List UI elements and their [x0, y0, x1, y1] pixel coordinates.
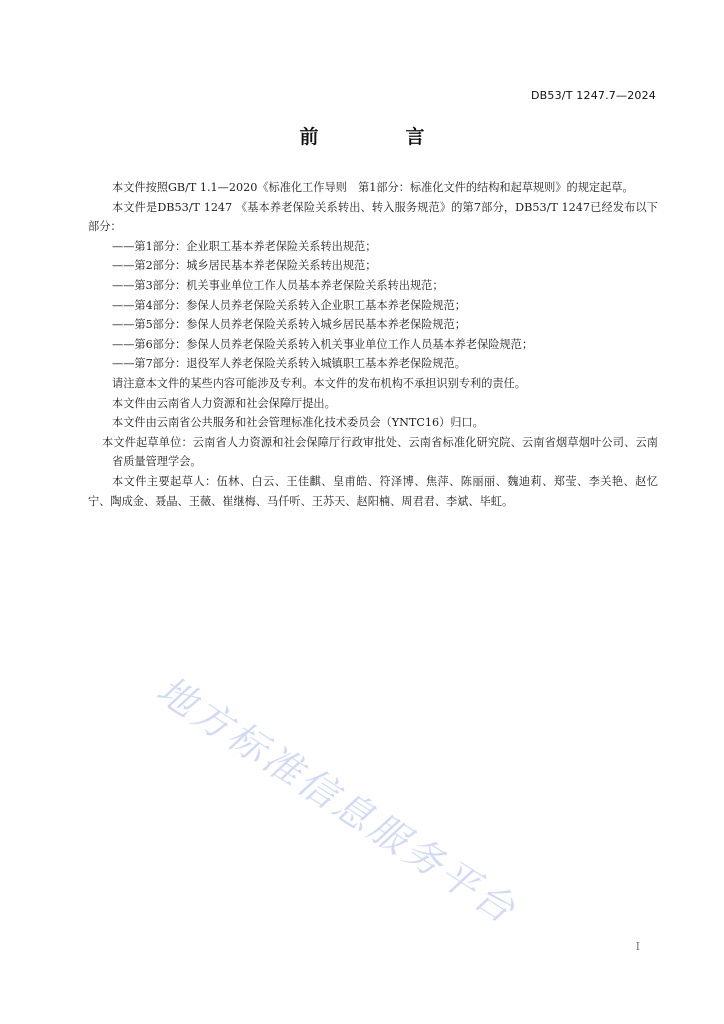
page-number: I	[635, 940, 640, 953]
paragraph-patent-notice: 请注意本文件的某些内容可能涉及专利。本文件的发布机构不承担识别专利的责任。	[112, 376, 526, 390]
list-item: ——第4部分：参保人员养老保险关系转入企业职工基本养老保险规范；	[112, 298, 466, 312]
paragraph-drafting-units: 本文件起草单位：云南省人力资源和社会保障厅行政审批处、云南省标准化研究院、云南省烟草烟叶公司、云南省质量管理学会。	[102, 435, 658, 469]
list-item: ——第2部分：城乡居民基本养老保险关系转出规范；	[112, 259, 377, 273]
paragraph-proposer: 本文件由云南省人力资源和社会保障厅提出。	[112, 396, 336, 410]
watermark: 地方标准信息服务平台	[149, 667, 526, 934]
page-title: 前 言	[299, 126, 459, 148]
list-item: ——第7部分：退役军人养老保险关系转入城镇职工基本养老保险规范。	[112, 357, 466, 371]
paragraph-drafters: 本文件主要起草人：伍林、白云、王佳麒、皇甫皓、符泽博、焦萍、陈丽丽、魏迪莉、郑莹、李关艳、赵忆宁、陶成金、聂晶、王薇、崔继梅、马仟听、王苏天、赵阳楠、周君君、李斌、毕虹。	[88, 474, 658, 508]
list-item: ——第5部分：参保人员养老保险关系转入城乡居民基本养老保险规范；	[112, 318, 466, 332]
list-item: ——第6部分：参保人员养老保险关系转入机关事业单位工作人员基本养老保险规范；	[112, 337, 534, 351]
list-item: ——第3部分：机关事业单位工作人员基本养老保险关系转出规范；	[112, 278, 444, 292]
foreword-body	[88, 178, 658, 511]
document-code: DB53/T 1247.7—2024	[530, 89, 656, 102]
list-item: ——第1部分：企业职工基本养老保险关系转出规范；	[112, 239, 377, 253]
paragraph-series-intro: 本文件是DB53/T 1247 《基本养老保险关系转出、转入服务规范》的第7部分，DB53/T 1247已经发布以下部分：	[88, 200, 658, 234]
paragraph-committee: 本文件由云南省公共服务和社会管理标准化技术委员会（YNTC16）归口。	[112, 416, 484, 430]
paragraph-drafting-rules: 本文件按照GB/T 1.1—2020《标准化工作导则 第1部分：标准化文件的结构和起草规则》的规定起草。	[112, 181, 634, 194]
